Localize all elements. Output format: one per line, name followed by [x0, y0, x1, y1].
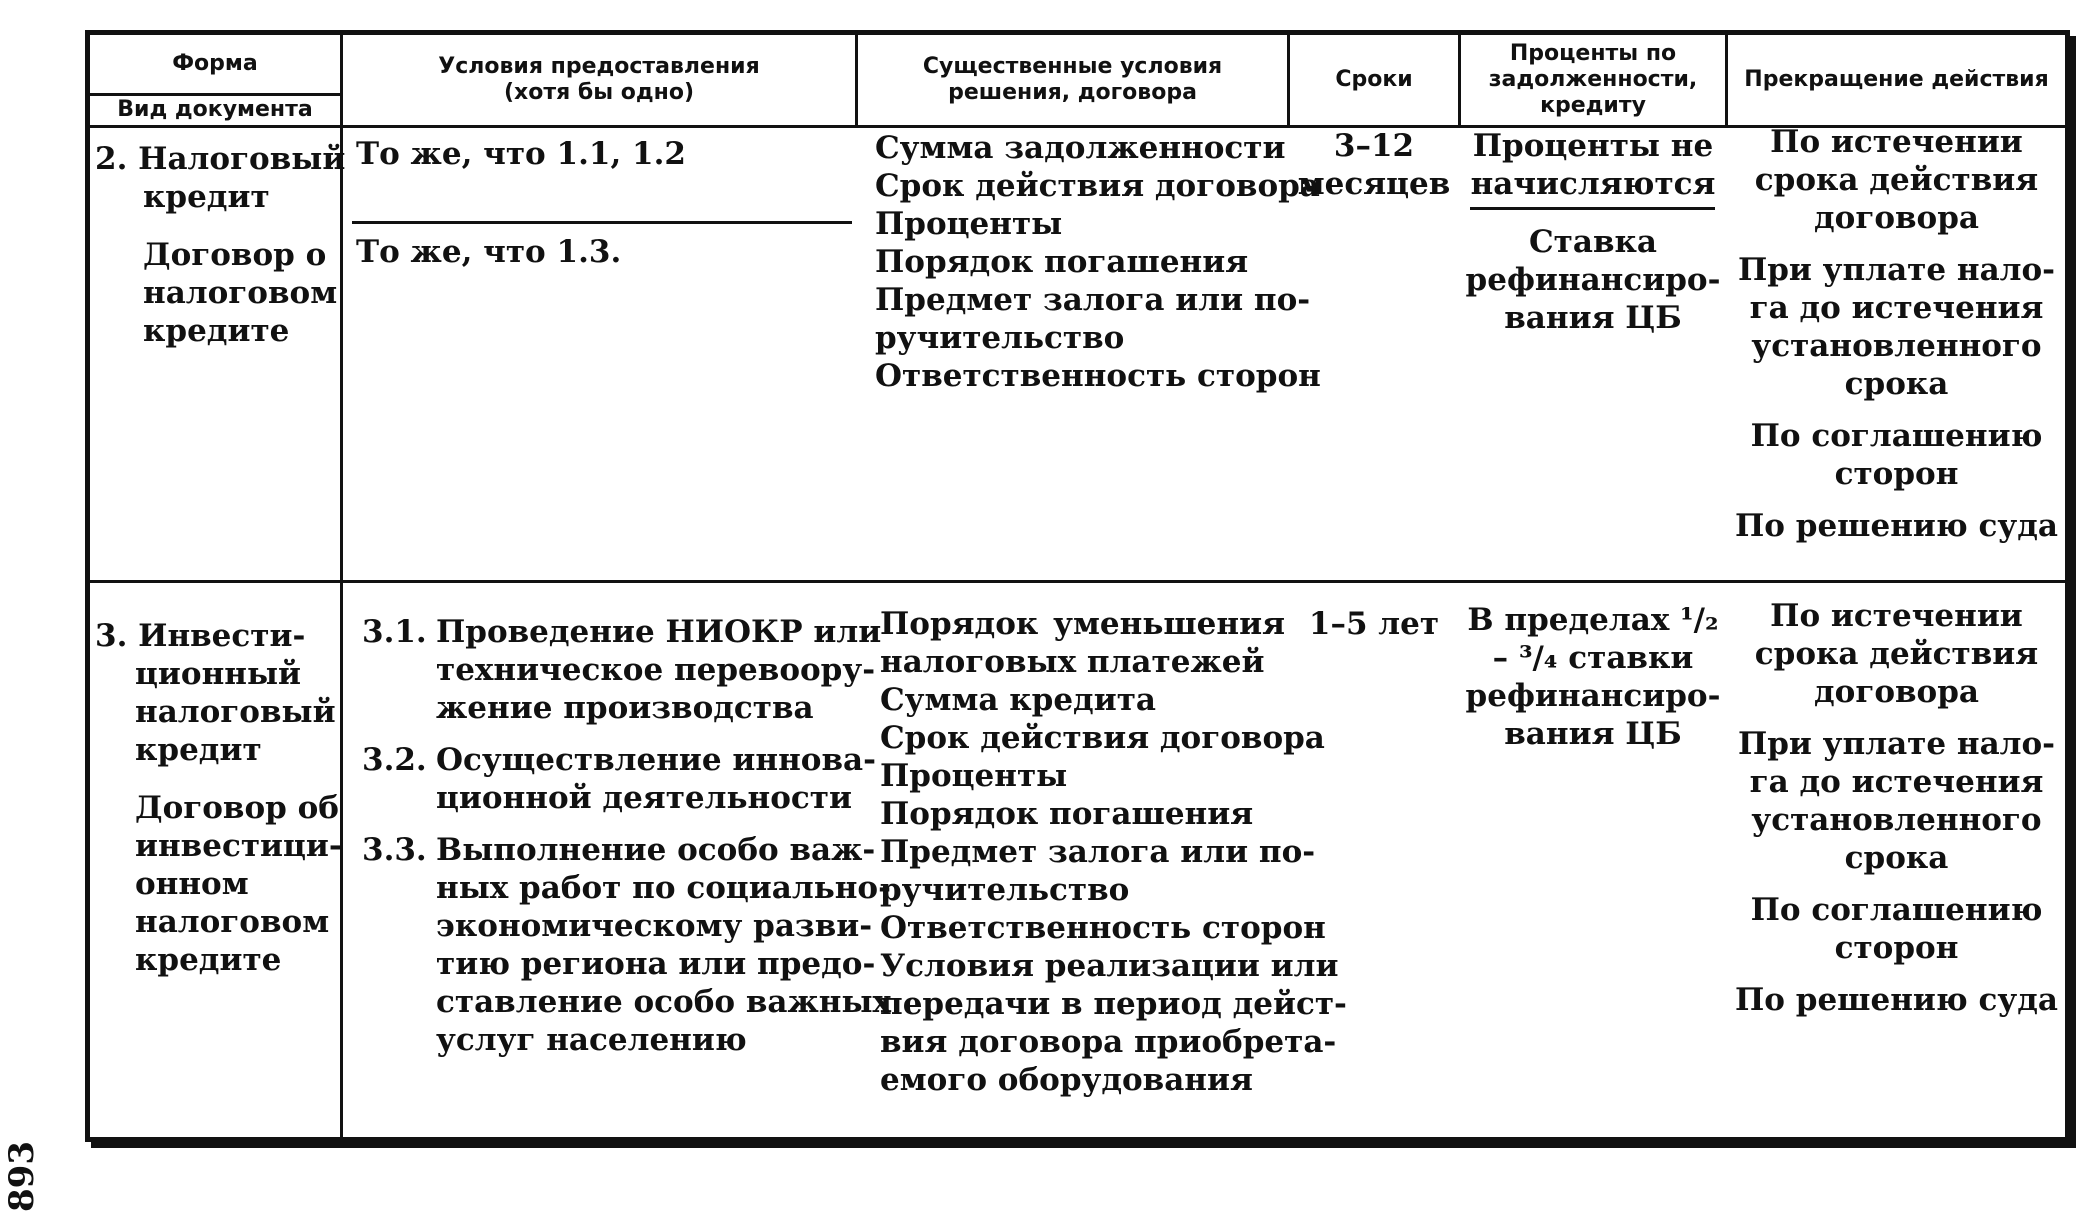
header-essentials: Существенные условия решения, договора [922, 54, 1223, 105]
row3-terms-cell: 1–5 лет [1308, 606, 1440, 642]
row2-interest-cell: Проценты не начисляются Ставка рефинансиро- вания ЦБ [1465, 128, 1721, 336]
row3-form-cell: 3. Инвести- ционный налоговый кредит Договор об инвестици- онном налоговом кредите [95, 618, 342, 978]
row2-termination-cell: По истечении срока действия договора При уплате нало- га до истечения установленного срока По соглашению сторон По решению суда [1735, 124, 2058, 544]
row2-essentials-cell: Сумма задолженности Срок действия договора Проценты Порядок погашения Предмет залога или по- ручительство Ответственность сторон [875, 130, 1321, 394]
row2-terms-cell: 3–12 месяцев [1297, 128, 1451, 202]
header-termination: Прекращение действия [1744, 67, 2049, 92]
condition-item: 3.3. Выполнение особо важ- ных работ по социально- экономическому разви- тию региона или предо- ставление особо важных услуг населению [362, 832, 892, 1058]
row-divider [90, 580, 2065, 583]
row3-conditions-cell [362, 613, 892, 1059]
row3-termination-cell: По истечении срока действия договора При уплате нало- га до истечения установленного срока По соглашению сторон По решению суда [1735, 598, 2058, 1018]
row2-conditions-cell: То же, что 1.1, 1.2 То же, что 1.3. [356, 136, 686, 270]
header-form: Форма [172, 51, 258, 76]
row2-form-cell: 2. Налоговый кредит Договор о налоговом кредите [95, 141, 346, 349]
condition-item: 3.2. Осуществление иннова- ционной деятельности [362, 742, 876, 816]
condition-item: 3.1. Проведение НИОКР или техническое перевоору- жение производства [362, 614, 882, 726]
header-interest: Проценты по задолженности, кредиту [1488, 41, 1698, 118]
header-conditions: Условия предоставления (хотя бы одно) [438, 54, 760, 105]
page-number: 893 [2, 1141, 42, 1212]
row3-essentials-cell: Порядок уменьшения налоговых платежей Сумма кредита Срок действия договора Проценты Порядок погашения Предмет залога или по- ручительство Ответственность сторон Условия реализации или передачи в период дейст- вия договора приобрета- емого оборудования [880, 606, 1347, 1098]
row3-interest-cell: В пределах ¹/₂ – ³/₄ ставки рефинансиро- вания ЦБ [1465, 602, 1721, 752]
col-divider [340, 35, 343, 1137]
header-terms: Сроки [1335, 67, 1413, 92]
data-table [85, 30, 2070, 1142]
header-doc-type: Вид документа [117, 97, 313, 122]
